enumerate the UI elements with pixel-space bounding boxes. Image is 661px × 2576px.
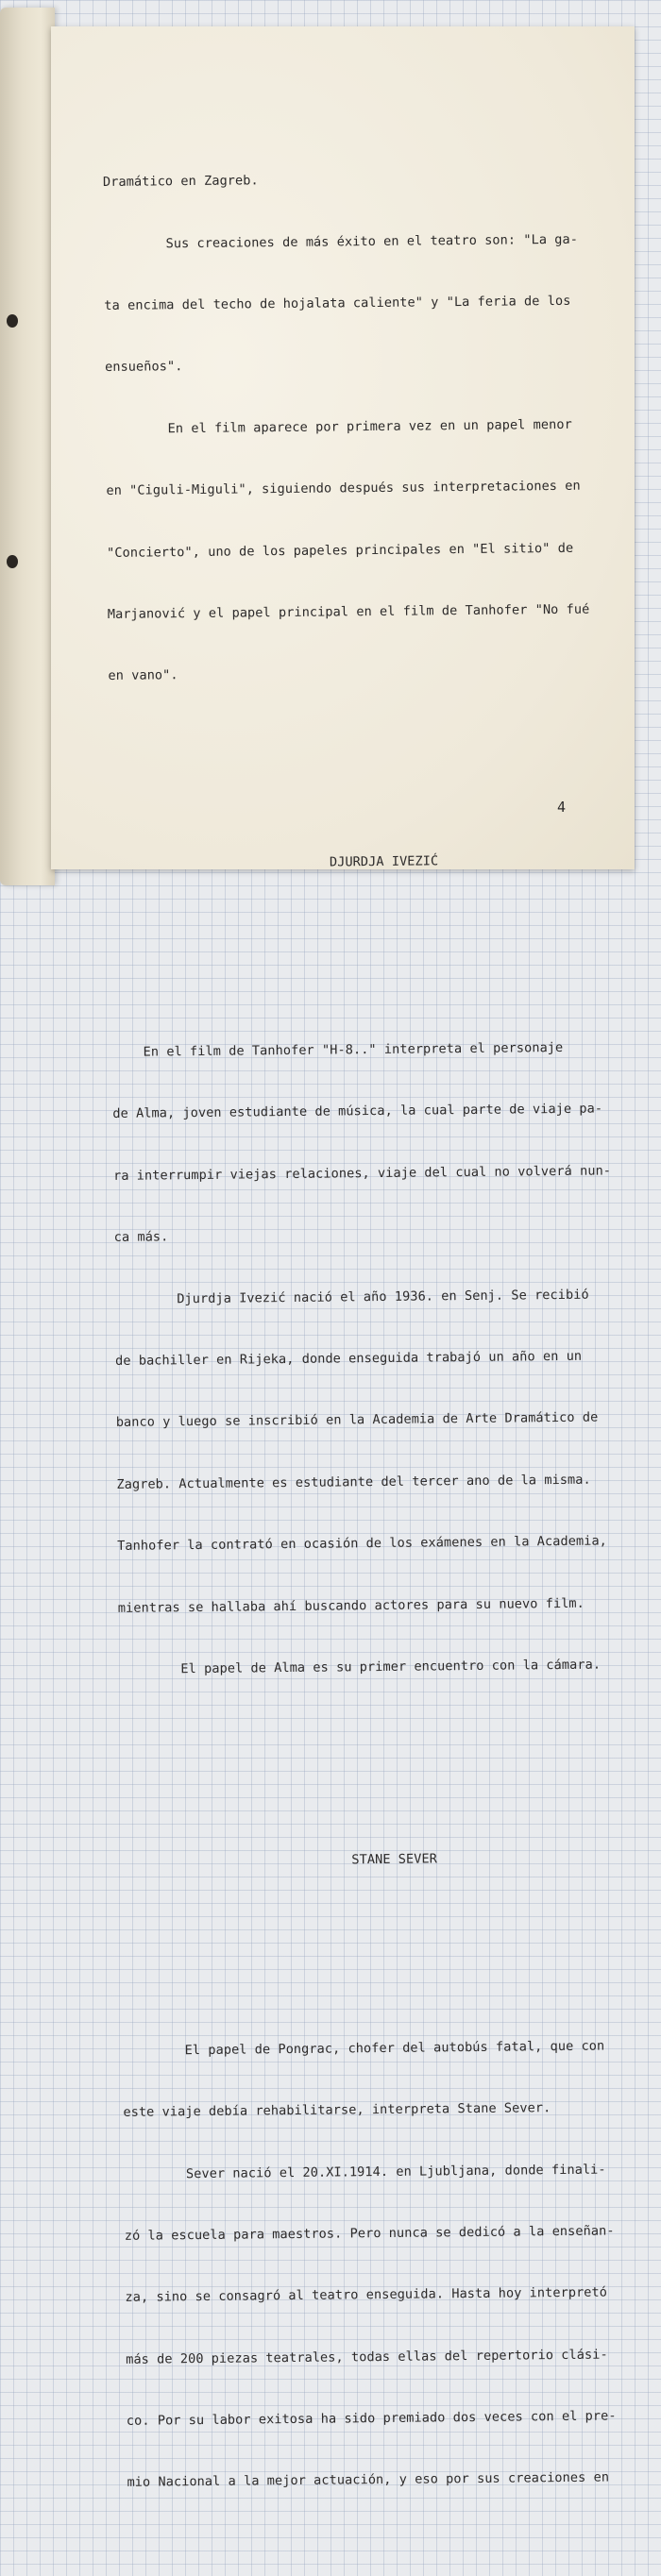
text-line: Zagreb. Actualmente es estudiante del tercer ano de la misma.	[116, 1472, 591, 1492]
text-line: ensueños".	[104, 359, 183, 376]
section-heading-djurdja-ivezic: DJURDJA IVEZIĆ	[329, 853, 439, 870]
text-line: co. Por su labor exitosa ha sido premiado dos veces con el pre-	[126, 2408, 617, 2429]
text-line: de bachiller en Rijeka, donde enseguida trabajó un año en un	[115, 1348, 583, 1369]
intro-paragraphs	[102, 126, 637, 729]
text-line: El papel de Pongrac, chofer del autobús fatal, que con	[122, 2038, 605, 2059]
text-line: En el film aparece por primera vez en un papel menor	[105, 416, 572, 437]
text-line: Dramático en Zagreb.	[102, 173, 259, 191]
text-line: Sever nació el 20.XI.1914. en Ljubljana, donde finali-	[124, 2162, 606, 2182]
text-line: en vano".	[108, 667, 178, 684]
text-line: de Alma, joven estudiante de música, la cual parte de viaje pa-	[112, 1101, 603, 1122]
text-line: en "Ciguli-Miguli", siguiendo después sus interpretaciones en	[106, 478, 581, 499]
text-line: ra interrumpir viejas relaciones, viaje del cual no volverá nun-	[112, 1163, 612, 1184]
section-heading-stane-sever: STANE SEVER	[351, 1851, 438, 1868]
page-text	[102, 85, 657, 2576]
text-line: Marjanović y el papel principal en el film de Tanhofer "No fué	[107, 601, 590, 622]
page-number: 4	[557, 799, 567, 816]
text-line: za, sino se consagró al teatro enseguida. Hasta hoy interpretó	[125, 2284, 608, 2306]
section-djurdja-ivezic	[111, 997, 648, 1723]
text-line: "Concierto", uno de los papeles principales en "El sitio" de	[107, 540, 574, 561]
text-line: mio Nacional a la mejor actuación, y eso por sus creaciones en	[127, 2469, 610, 2491]
text-line: banco y luego se inscribió en la Academia de Arte Dramático de	[115, 1409, 599, 1431]
text-line: Djurdja Ivezić nació el año 1936. en Senj. Se recibió	[114, 1287, 589, 1307]
text-line: este viaje debía rehabilitarse, interpreta Stane Sever.	[123, 2100, 551, 2120]
text-line: En el film de Tanhofer "H-8.." interpreta el personaje	[111, 1040, 564, 1061]
punch-hole	[7, 555, 18, 568]
text-line: El papel de Alma es su primer encuentro con la cámara.	[118, 1657, 602, 1677]
text-line: Tanhofer la contrató en ocasión de los exámenes en la Academia,	[117, 1533, 607, 1555]
section-stane-sever	[122, 1995, 656, 2535]
binder-spine	[0, 8, 55, 885]
text-line: ta encima del techo de hojalata caliente" y "La feria de los	[104, 293, 571, 313]
text-line: Sus creaciones de más éxito en el teatro son: "La ga-	[103, 231, 579, 252]
typewritten-page	[51, 26, 635, 2491]
text-line: ca más.	[113, 1229, 169, 1246]
text-line: más de 200 piezas teatrales, todas ellas del repertorio clási-	[126, 2347, 608, 2367]
text-line: mientras se hallaba ahí buscando actores para su nuevo film.	[117, 1595, 585, 1616]
text-line: zó la escuela para maestros. Pero nunca se dedicó a la enseñan-	[124, 2223, 615, 2244]
punch-hole	[7, 314, 18, 328]
